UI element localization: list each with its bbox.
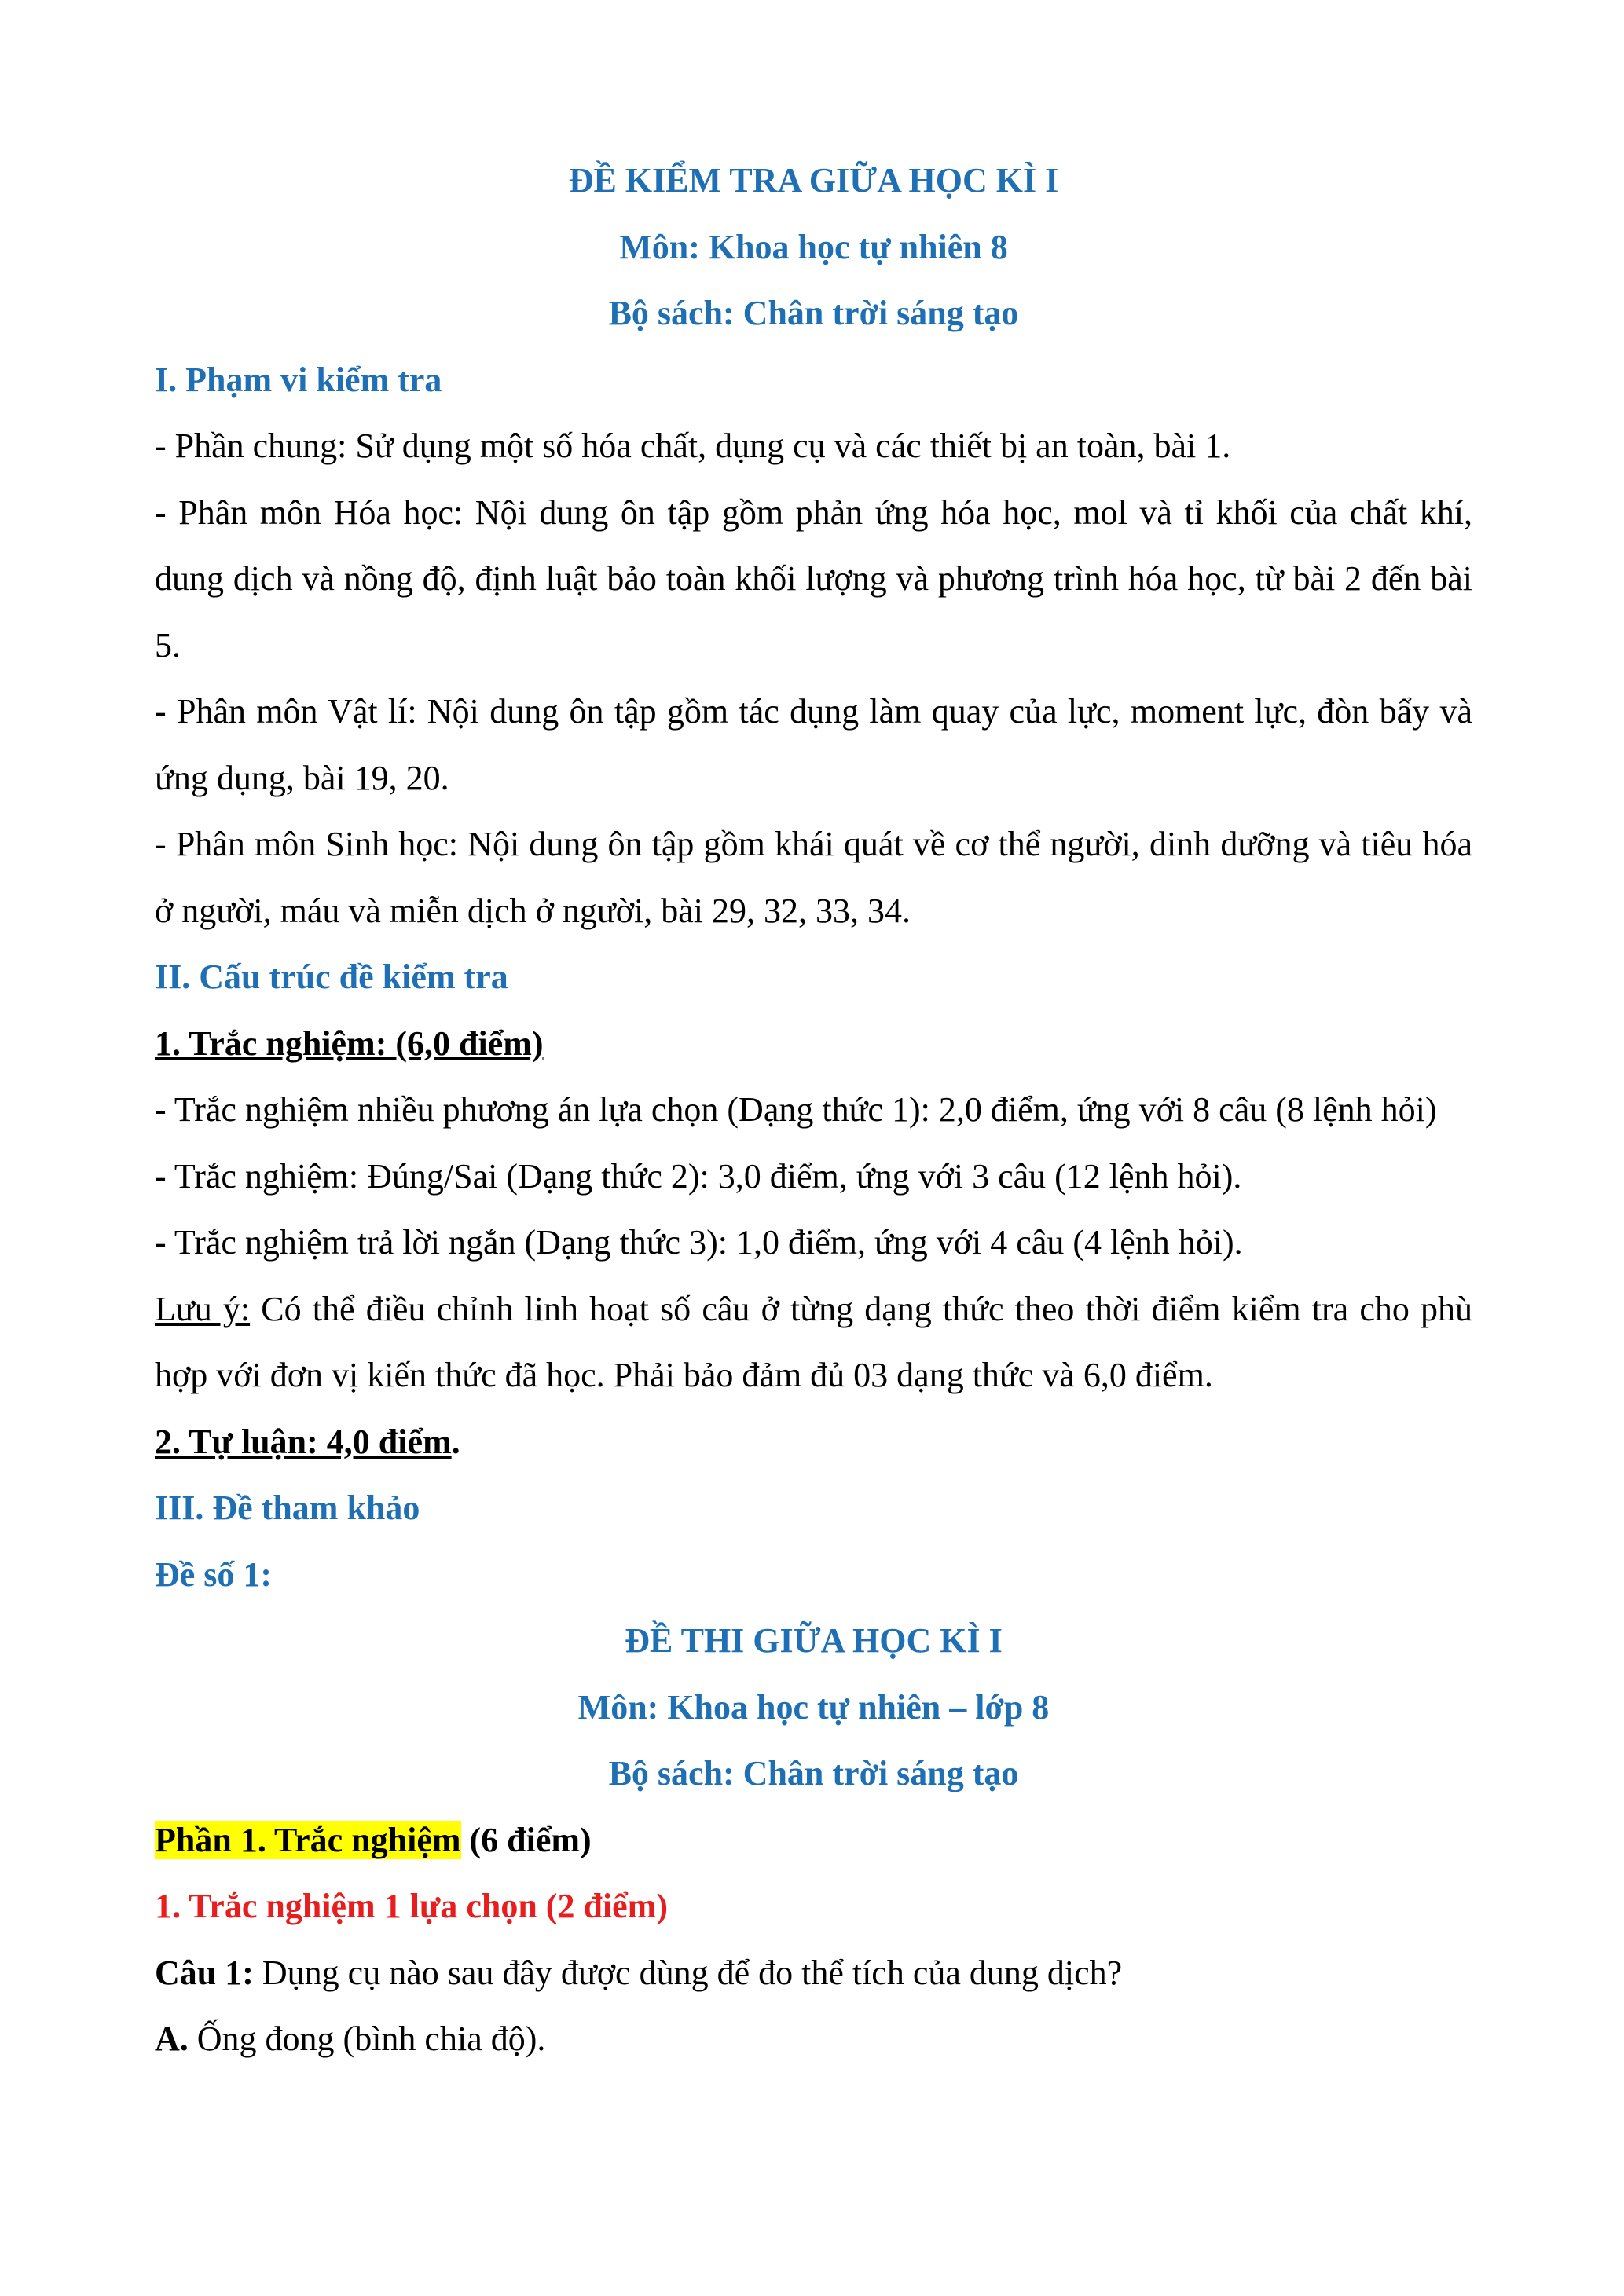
note-text: Có thể điều chỉnh linh hoạt số câu ở từng dạng thức theo thời điểm kiểm tra cho phù hợp với đơn vị kiến thức đã học. Phải bảo đảm đủ 03 dạng thức và 6,0 điểm. <box>155 1289 1473 1394</box>
question-1 <box>155 1940 1472 2007</box>
exam-number-label: Đề số 1: <box>155 1554 273 1594</box>
doc-subject: Môn: Khoa học tự nhiên 8 <box>619 227 1008 266</box>
note-label: Lưu ý: <box>155 1289 251 1328</box>
scope-biology: - Phân môn Sinh học: Nội dung ôn tập gồm khái quát về cơ thể người, dinh dưỡng và tiêu hóa ở người, máu và miễn dịch ở người, bài 29, 32, 33, 34. <box>155 825 1472 930</box>
question-1-text: Dụng cụ nào sau đây được dùng để đo thể tích của dung dịch? <box>253 1953 1123 1992</box>
section-structure-heading: II. Cấu trúc đề kiểm tra <box>155 958 508 996</box>
structure-part2-suffix: . <box>451 1422 460 1461</box>
scope-physics: - Phân môn Vật lí: Nội dung ôn tập gồm tác dụng làm quay của lực, moment lực, đòn bẩy và ứng dụng, bài 19, 20. <box>155 692 1472 797</box>
exam-subpart-heading: 1. Trắc nghiệm 1 lựa chọn (2 điểm) <box>155 1887 668 1925</box>
scope-chemistry: - Phân môn Hóa học: Nội dung ôn tập gồm phản ứng hóa học, mol và tỉ khối của chất khí, dung dịch và nồng độ, định luật bảo toàn khối lượng và phương trình hóa học, từ bài 2 đến bài 5. <box>155 493 1472 665</box>
scope-common: - Phần chung: Sử dụng một số hóa chất, dụng cụ và các thiết bị an toàn, bài 1. <box>155 427 1231 465</box>
structure-part2 <box>155 1409 1472 1476</box>
exam-title: ĐỀ THI GIỮA HỌC KÌ I <box>625 1621 1003 1660</box>
structure-item-short-answer: - Trắc nghiệm trả lời ngắn (Dạng thức 3): 1,0 điểm, ứng với 4 câu (4 lệnh hỏi). <box>155 1223 1243 1262</box>
structure-item-true-false: - Trắc nghiệm: Đúng/Sai (Dạng thức 2): 3,0 điểm, ứng với 3 câu (12 lệnh hỏi). <box>155 1156 1242 1196</box>
question-1-label: Câu 1: <box>155 1953 254 1992</box>
exam-part1 <box>155 1807 1472 1874</box>
doc-title: ĐỀ KIỂM TRA GIỮA HỌC KÌ I <box>568 161 1059 200</box>
section-reference-heading: III. Đề tham khảo <box>155 1489 420 1527</box>
structure-part2-heading: 2. Tự luận: 4,0 điểm <box>155 1422 452 1461</box>
question-1-option-a <box>155 2006 1472 2073</box>
exam-book: Bộ sách: Chân trời sáng tạo <box>608 1754 1019 1792</box>
exam-part1-points: (6 điểm) <box>460 1820 592 1859</box>
structure-part1-heading: 1. Trắc nghiệm: (6,0 điểm) <box>155 1023 544 1063</box>
option-a-label: A. <box>155 2020 189 2058</box>
exam-subject: Môn: Khoa học tự nhiên – lớp 8 <box>577 1687 1050 1727</box>
doc-book: Bộ sách: Chân trời sáng tạo <box>608 294 1019 332</box>
option-a-text: Ống đong (bình chia độ). <box>188 2020 546 2058</box>
exam-part1-heading: Phần 1. Trắc nghiệm <box>155 1820 461 1859</box>
structure-item-multiple-choice: - Trắc nghiệm nhiều phương án lựa chọn (Dạng thức 1): 2,0 điểm, ứng với 8 câu (8 lệnh hỏi) <box>155 1090 1437 1129</box>
section-scope-heading: I. Phạm vi kiểm tra <box>155 360 442 399</box>
structure-note <box>155 1276 1472 1409</box>
document-page <box>155 148 1472 2073</box>
